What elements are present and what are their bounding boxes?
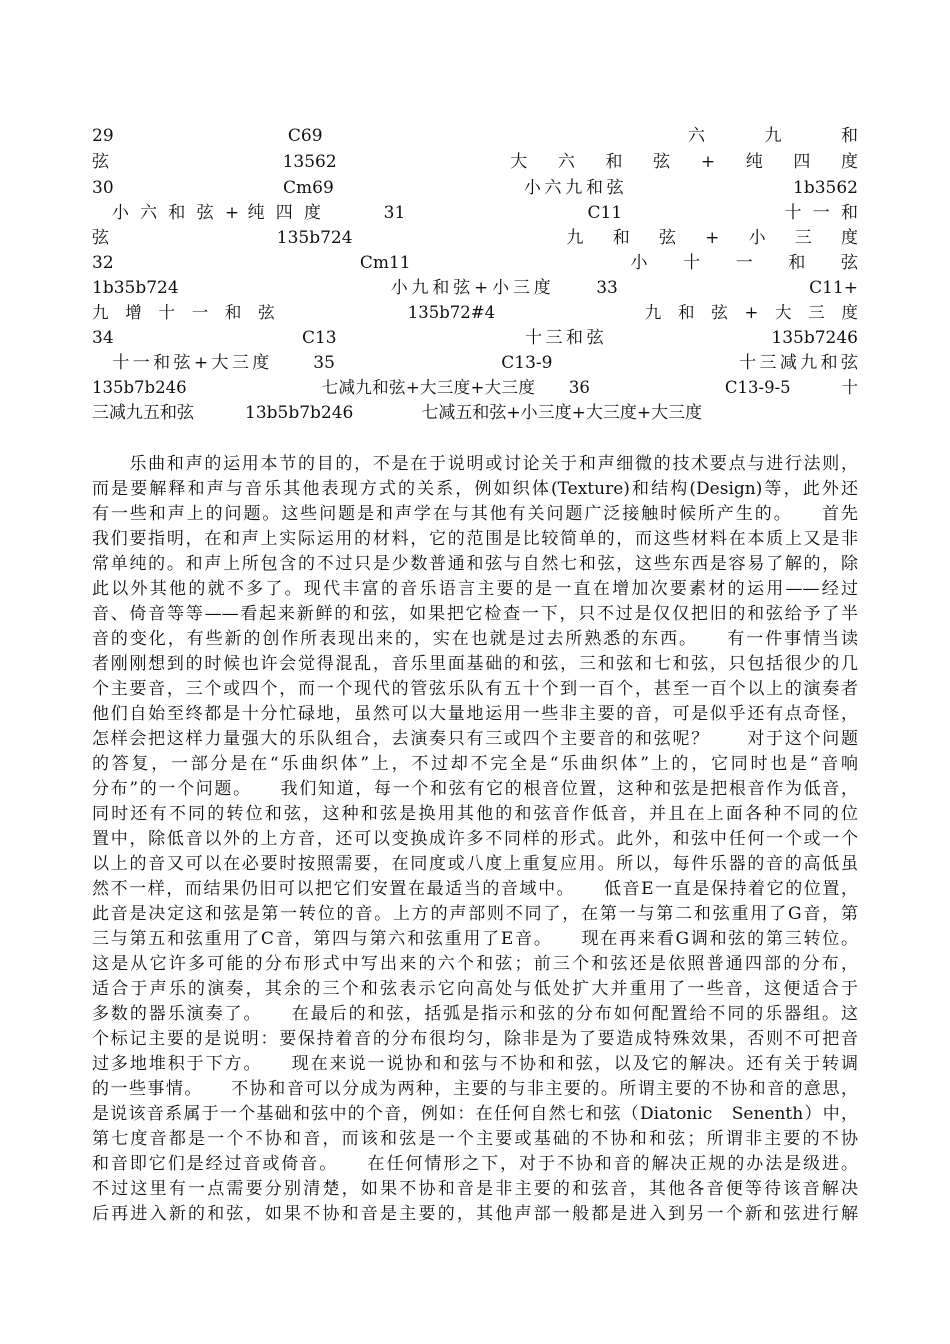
chord-line: 小 六 和 弦 + 纯 四 度 31 C11 十 一 和 <box>92 203 858 223</box>
paragraph-line: 然不一样，而结果仍旧可以把它们安置在最适当的音域中。 低音E一直是保持着它的位置， <box>92 879 858 899</box>
chord-line: 1b35b724 小九和弦+小三度 33 C11+ <box>92 278 858 298</box>
paragraph-line: 常单纯的。和声上所包含的不过只是少数普通和弦与自然七和弦，这些东西是容易了解的，除 <box>92 554 858 574</box>
paragraph-line: 分布”的一个问题。 我们知道，每一个和弦有它的根音位置，这种和弦是把根音作为低音， <box>92 779 858 799</box>
chord-line: 九 增 十 一 和 弦 135b72#4 九 和 弦 + 大 三 度 <box>92 303 858 322</box>
paragraph-line: 过多地堆积于下方。 现在来说一说协和和弦与不协和和弦，以及它的解决。还有关于转调 <box>92 1054 858 1074</box>
chord-line: 29 C69 六 九 和 <box>92 126 858 146</box>
paragraph-line: 以上的音又可以在必要时按照需要，在同度或八度上重复应用。所以，每件乐器的音的高低虽 <box>92 854 858 874</box>
paragraph-line: 音的变化，有些新的创作所表现出来的，实在也就是过去所熟悉的东西。 有一件事情当读 <box>92 629 858 649</box>
paragraph-line: 的一些事情。 不协和音可以分成为两种，主要的与非主要的。所谓主要的不协和音的意思， <box>92 1079 858 1099</box>
paragraph-line: 我们要指明，在和声上实际运用的材料，它的范围是比较简单的，而这些材料在本质上又是非 <box>92 529 858 549</box>
paragraph-line: 而是要解释和声与音乐其他表现方式的关系，例如织体(Texture)和结构(Design)等，此外还 <box>92 479 858 499</box>
paragraph-line: 适合于声乐的演奏，其余的三个和弦表示它向高处与低处扩大并重用了一些音，这便适合于 <box>92 979 858 999</box>
paragraph-line: 个主要音，三个或四个，而一个现代的管弦乐队有五十个到一百个，甚至一百个以上的演奏者 <box>92 679 858 699</box>
paragraph-line: 三与第五和弦重用了C音，第四与第六和弦重用了E音。 现在再来看G调和弦的第三转位。 <box>92 929 858 949</box>
paragraph-line: 乐曲和声的运用本节的目的，不是在于说明或讨论关于和声细微的技术要点与进行法则， <box>92 454 858 474</box>
paragraph-line: 此音是决定这和弦是第一转位的音。上方的声部则不同了，在第一与第二和弦重用了G音，第 <box>92 904 858 924</box>
paragraph-line: 不过这里有一点需要分别清楚，如果不协和音是非主要的和弦音，其他各音便等待该音解决 <box>92 1179 858 1199</box>
chord-line: 34 C13 十三和弦 135b7246 <box>92 328 858 348</box>
paragraph-line: 这是从它许多可能的分布形式中写出来的六个和弦；前三个和弦还是依照普通四部的分布， <box>92 954 858 974</box>
chord-line: 弦 135b724 九 和 弦 + 小 三 度 <box>92 228 858 248</box>
chord-line: 弦 13562 大 六 和 弦 + 纯 四 度 <box>92 152 858 172</box>
chord-line: 32 Cm11 小 十 一 和 弦 <box>92 253 858 273</box>
paragraph-line: 置中，除低音以外的上方音，还可以变换成许多不同样的形式。此外，和弦中任何一个或一个 <box>92 829 858 849</box>
paragraph-line: 多数的器乐演奏了。 在最后的和弦，括弧是指示和弦的分布如何配置给不同的乐器组。这 <box>92 1004 858 1024</box>
chord-line: 三减九五和弦 13b5b7b246 七减五和弦+小三度+大三度+大三度 <box>92 403 703 423</box>
paragraph-line: 此以外其他的就不多了。现代丰富的音乐语言主要的是一直在增加次要素材的运用——经过 <box>92 579 858 599</box>
paragraph-line: 有一些和声上的问题。这些问题是和声学在与其他有关问题广泛接触时候所产生的。 首先 <box>92 504 858 524</box>
paragraph-line: 音、倚音等等——看起来新鲜的和弦，如果把它检查一下，只不过是仅仅把旧的和弦给予了半 <box>92 604 858 624</box>
paragraph-line: 的答复，一部分是在“乐曲织体”上，不过却不完全是“乐曲织体”上的，它同时也是“音响 <box>92 754 858 774</box>
paragraph-line: 第七度音都是一个不协和音，而该和弦是一个主要或基础的不协和和弦；所谓非主要的不协 <box>92 1129 858 1149</box>
paragraph-line: 是说该音系属于一个基础和弦中的个音，例如：在任何自然七和弦（Diatonic Senenth）中， <box>92 1104 858 1124</box>
paragraph-line: 者刚刚想到的时候也许会觉得混乱，音乐里面基础的和弦，三和弦和七和弦，只包括很少的几 <box>92 654 858 674</box>
chord-line: 135b7b246 七减九和弦+大三度+大三度 36 C13-9-5 十 <box>92 378 858 397</box>
paragraph-line: 怎样会把这样力量强大的乐队组合，去演奏只有三或四个主要音的和弦呢？ 对于这个问题 <box>92 729 858 749</box>
paragraph-line: 个标记主要的是说明：要保持着音的分布很均匀，除非是为了要造成特殊效果，否则不可把音 <box>92 1029 858 1049</box>
chord-line: 十一和弦+大三度 35 C13-9 十三减九和弦 <box>92 353 858 373</box>
paragraph-line: 和音即它们是经过音或倚音。 在任何情形之下，对于不协和音的解决正规的办法是级进。 <box>92 1154 858 1174</box>
paragraph-line: 同时还有不同的转位和弦，这种和弦是换用其他的和弦音作低音，并且在上面各种不同的位 <box>92 804 858 824</box>
paragraph-line: 他们自始至终都是十分忙碌地，虽然可以大量地运用一些非主要的音，可是似乎还有点奇怪， <box>92 704 858 724</box>
paragraph-line: 后再进入新的和弦，如果不协和音是主要的，其他声部一般都是进入到另一个新和弦进行解 <box>92 1204 858 1224</box>
chord-line: 30 Cm69 小六九和弦 1b3562 <box>92 178 858 198</box>
